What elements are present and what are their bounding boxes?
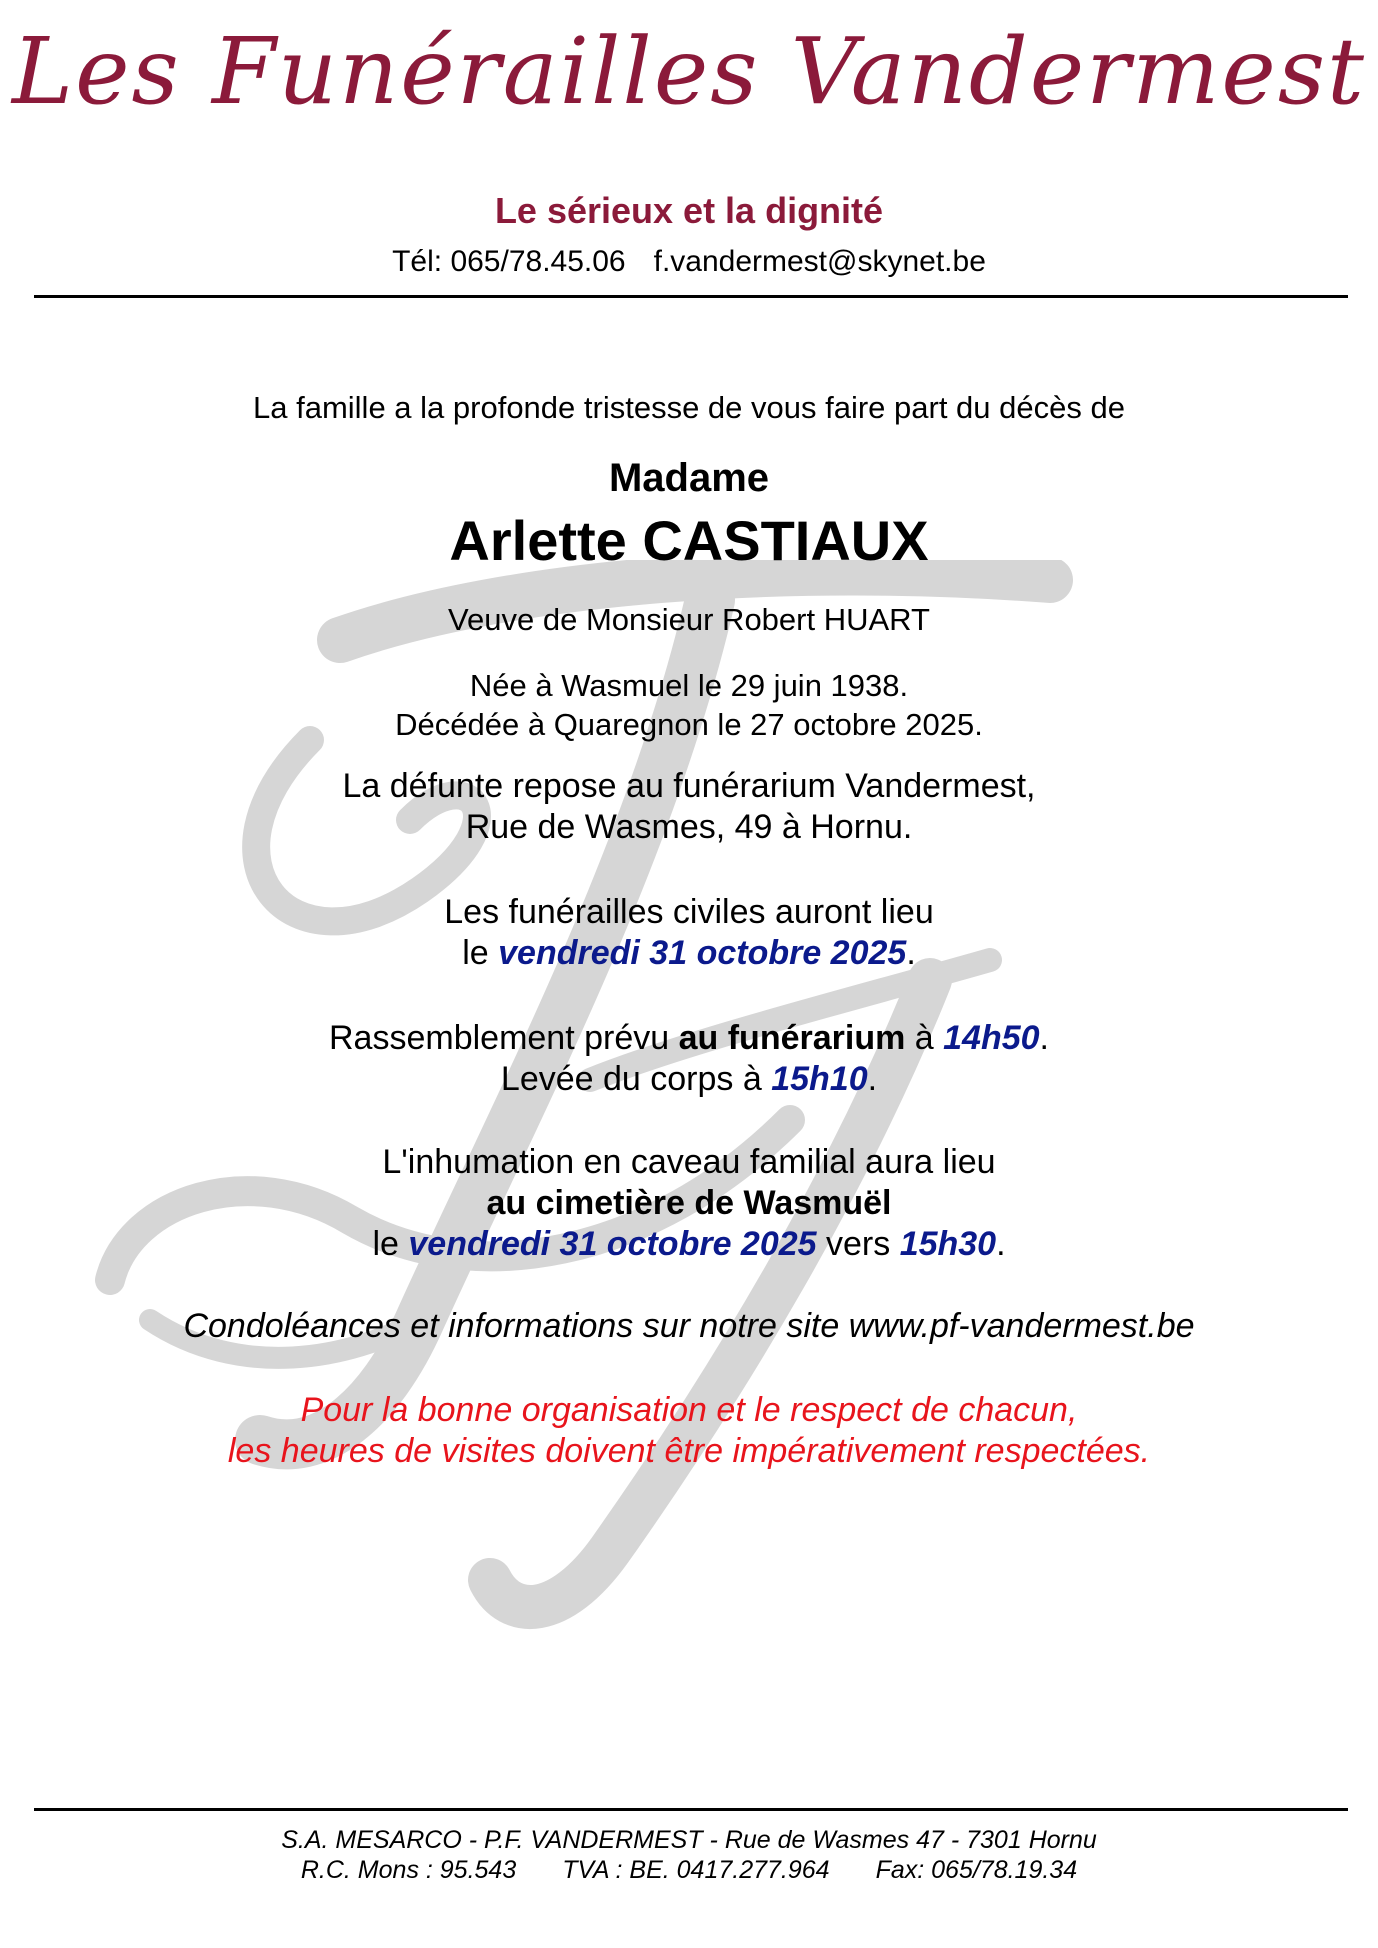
intro-text: La famille a la profonde tristesse de vous faire part du décès de [253, 390, 1125, 425]
gathering-block [0, 1018, 1378, 1100]
condolences-text: Condoléances et informations sur notre site www.pf-vandermest.be [183, 1307, 1195, 1345]
visiting-notice-line1: Pour la bonne organisation et le respect de chacun, [300, 1391, 1078, 1429]
deceased-name: Arlette CASTIAUX [449, 509, 929, 572]
brand-name: Les Funérailles Vandermest [11, 18, 1367, 125]
fax-number: Fax: 065/78.19.34 [875, 1856, 1078, 1884]
burial-block [0, 1142, 1378, 1265]
contact-line [0, 245, 1378, 279]
burial-date-line [0, 1224, 1378, 1265]
company-address: S.A. MESARCO - P.F. VANDERMEST - Rue de Wasmes 47 - 7301 Hornu [281, 1826, 1097, 1854]
rest-location-block [0, 766, 1378, 848]
rest-location-line2: Rue de Wasmes, 49 à Hornu. [465, 808, 913, 846]
phone-number: Tél: 065/78.45.06 [392, 245, 626, 278]
funeral-line1: Les funérailles civiles auront lieu [444, 893, 934, 931]
civil-title: Madame [608, 456, 770, 500]
footer [0, 1825, 1378, 1885]
gathering-place: au funérarium [678, 1019, 906, 1057]
death-info: Décédée à Quaregnon le 27 octobre 2025. [395, 707, 983, 742]
tagline: Le sérieux et la dignité [494, 190, 884, 231]
levee-time: 15h10 [771, 1060, 868, 1098]
burial-mid: vers [816, 1225, 900, 1263]
widow-of: Veuve de Monsieur Robert HUART [448, 602, 930, 637]
funeral-prefix: le [462, 934, 499, 972]
tva-number: TVA : BE. 0417.277.964 [562, 1856, 830, 1884]
header-divider [34, 295, 1348, 298]
levee-suffix: . [867, 1060, 878, 1098]
funeral-date-line [0, 933, 1378, 974]
email-address: f.vandermest@skynet.be [653, 245, 986, 278]
funeral-suffix: . [906, 934, 916, 972]
burial-prefix: le [372, 1225, 409, 1263]
footer-divider [34, 1808, 1348, 1811]
levee-prefix: Levée du corps à [500, 1060, 772, 1098]
gathering-mid: à [905, 1019, 944, 1057]
gathering-time: 14h50 [943, 1019, 1040, 1057]
funeral-date: vendredi 31 octobre 2025 [498, 934, 907, 972]
rest-location-line1: La défunte repose au funérarium Vandermest, [342, 767, 1036, 805]
burial-place: au cimetière de Wasmuël [486, 1184, 892, 1222]
levee-line [0, 1059, 1378, 1100]
company-registration [0, 1855, 1378, 1885]
gathering-line [0, 1018, 1378, 1059]
birth-info: Née à Wasmuel le 29 juin 1938. [469, 668, 909, 703]
burial-time: 15h30 [899, 1225, 997, 1263]
gathering-prefix: Rassemblement prévu [329, 1019, 679, 1057]
burial-line1: L'inhumation en caveau familial aura lieu [382, 1143, 996, 1181]
visiting-notice-line2: les heures de visites doivent être impérativement respectées. [227, 1432, 1151, 1470]
burial-suffix: . [996, 1225, 1006, 1263]
burial-date: vendredi 31 octobre 2025 [408, 1225, 817, 1263]
birth-death-block [0, 666, 1378, 744]
visiting-notice [0, 1390, 1378, 1472]
rc-number: R.C. Mons : 95.543 [300, 1856, 517, 1884]
funeral-block [0, 892, 1378, 974]
gathering-suffix: . [1039, 1019, 1049, 1057]
